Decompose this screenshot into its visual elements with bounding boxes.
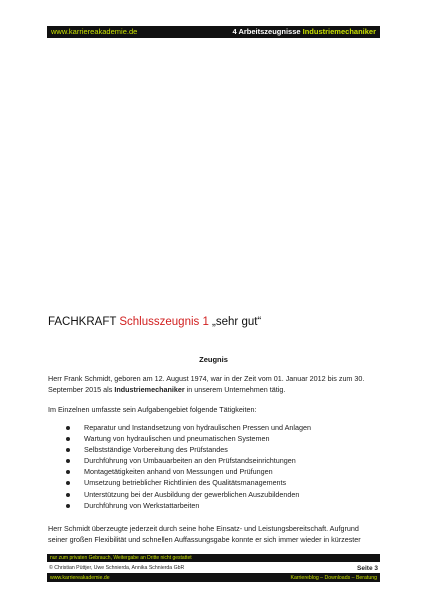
footer-copyright: © Christian Püttjer, Uwe Schnierda, Annika Schnierda GbR [49,565,185,571]
bullet-icon [66,504,70,508]
task-text: Reparatur und Instandsetzung von hydraulischen Pressen und Anlagen [84,423,311,432]
list-item [66,466,376,477]
heading-suffix: „sehr gut“ [208,316,262,328]
header-website: www.karriereakademie.de [51,27,138,36]
header-title-highlight: Industriemechaniker [302,27,376,36]
task-list [66,422,376,511]
list-item [66,444,376,455]
bullet-icon [66,437,70,441]
list-item [66,433,376,444]
bullet-icon [66,426,70,430]
footer-notice: nur zum privaten Gebrauch, Weitergabe an Dritte nicht gestattet [47,554,380,562]
task-text: Wartung von hydraulischen und pneumatischen Systemen [84,434,270,444]
footer-bar [47,573,380,582]
list-item [66,489,376,500]
intro-part1: Herr Frank Schmidt, geboren am 12. August 1974, war in der Zeit vom 01. Januar 2012 bis zum 30. September 2015 als [48,374,365,394]
task-text: Durchführung von Umbauarbeiten an den Prüfstandseinrichtungen [84,456,296,466]
document-title: Zeugnis [199,355,228,364]
bullet-icon [66,448,70,452]
header-title-prefix: 4 Arbeitszeugnisse [232,27,303,36]
task-text: Montagetätigkeiten anhand von Messungen und Prüfungen [84,467,273,477]
list-item [66,477,376,488]
list-item [66,455,376,466]
footer-info [47,563,380,573]
bullet-icon [66,470,70,474]
header-title [232,26,376,38]
tasks-intro: Im Einzelnen umfasste sein Aufgabengebiet folgende Tätigkeiten: [48,405,257,414]
task-text: Unterstützung bei der Ausbildung der gewerblichen Auszubildenden [84,489,300,499]
intro-part2: in unserem Unternehmen tätig. [184,385,286,394]
bullet-icon [66,493,70,497]
list-item [66,500,376,511]
page-number: Seite 3 [357,564,378,572]
header-bar [47,26,380,38]
section-heading [48,316,261,328]
bullet-icon [66,481,70,485]
heading-prefix: FACHKRAFT [48,316,120,328]
task-text: Umsetzung betrieblicher Richtlinien des Qualitätsmanagements [84,478,287,488]
closing-paragraph: Herr Schmidt überzeugte jederzeit durch seine hohe Einsatz- und Leistungsbereitschaft. Aufgrund seiner großen Flexibilität und schnellen Auffassungsgabe konnte er sich immer wieder in kürzester [48,524,361,544]
intro-paragraph [48,373,378,395]
bullet-icon [66,459,70,463]
intro-job-title: Industriemechaniker [114,385,185,394]
heading-red-part: Schlusszeugnis 1 [119,316,209,328]
footer-tagline: Karriereblog – Downloads – Beratung [290,574,377,581]
footer-website: www.karriereakademie.de [50,574,110,581]
list-item [66,422,376,433]
task-text: Selbstständige Vorbereitung des Prüfstandes [84,445,228,455]
task-text: Durchführung von Werkstattarbeiten [84,500,200,510]
